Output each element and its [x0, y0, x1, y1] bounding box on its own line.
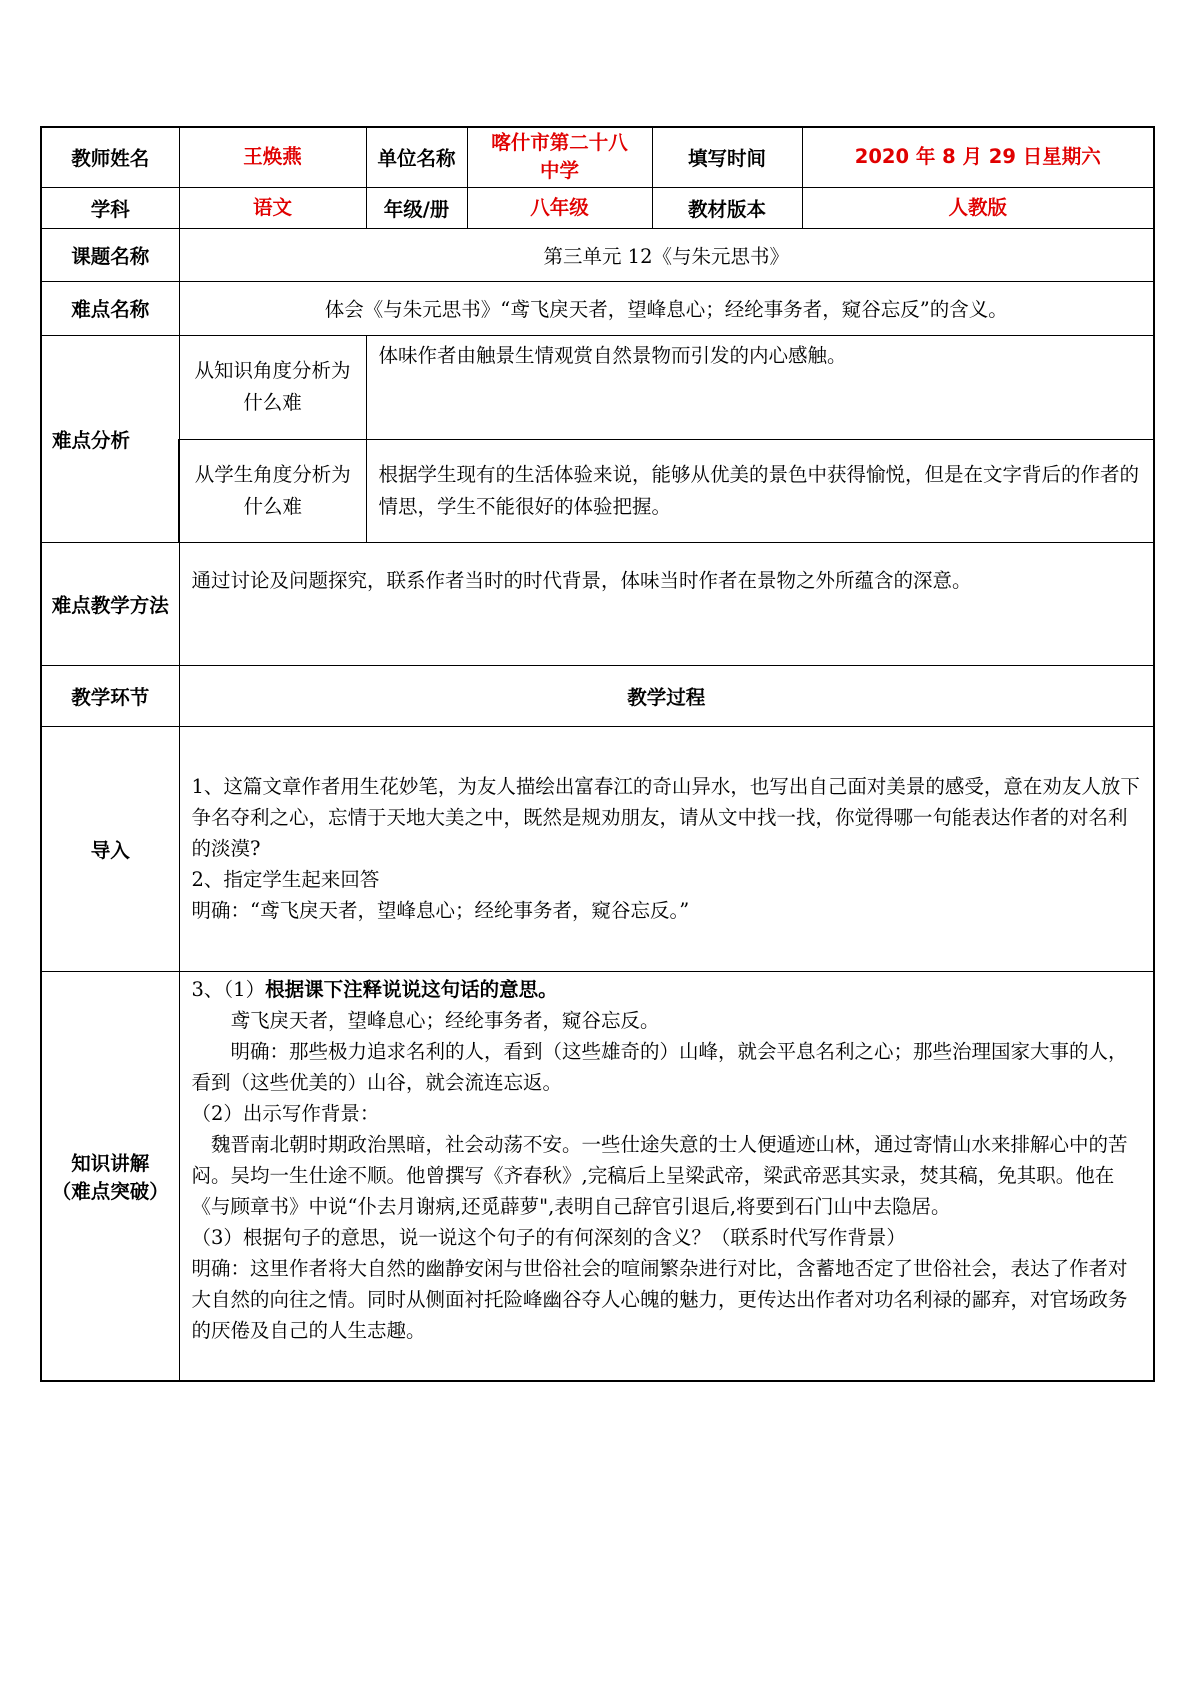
question-1-prefix: 3、（1）	[191, 977, 266, 1001]
question-2: （2）出示写作背景：	[191, 1101, 380, 1125]
knowledge-angle-label: 从知识角度分析为什么难	[179, 335, 366, 439]
topic-value: 第三单元 12《与朱元思书》	[179, 228, 1154, 281]
question-2-text: 魏晋南北朝时期政治黑暗，社会动荡不安。一些仕途失意的士人便遁迹山林，通过寄情山水来排解心中的苦闷。吴均一生仕途不顺。他曾撰写《齐春秋》,完稿后上呈梁武帝，梁武帝恶其实录，焚其稿，免其职。他在《与顾章书》中说“仆去月谢病,还觅薜萝",表明自己辞官引退后,将要到石门山中去隐居。	[191, 1132, 1128, 1218]
intro-label: 导入	[41, 726, 179, 971]
intro-row	[41, 726, 1154, 971]
topic-label: 课题名称	[41, 228, 179, 281]
method-row	[41, 542, 1154, 665]
question-3: （3）根据句子的意思，说一说这个句子的有何深刻的含义？（联系时代写作背景）	[191, 1225, 906, 1249]
grade-value: 八年级	[467, 187, 652, 228]
lesson-plan-table	[40, 126, 1155, 1382]
knowledge-row	[41, 971, 1154, 1381]
process-title: 教学过程	[179, 665, 1154, 726]
method-label: 难点教学方法	[41, 542, 179, 665]
teacher-label: 教师姓名	[41, 127, 179, 187]
knowledge-content	[179, 971, 1154, 1381]
question-1-title: 根据课下注释说说这句话的意思。	[265, 977, 558, 1001]
subject-value: 语文	[179, 187, 366, 228]
knowledge-label-line-1: 知识讲解	[71, 1151, 150, 1175]
knowledge-label	[41, 971, 179, 1381]
process-stage-label: 教学环节	[41, 665, 179, 726]
process-header-row	[41, 665, 1154, 726]
time-label: 填写时间	[652, 127, 802, 187]
analysis-label: 难点分析	[41, 335, 179, 542]
student-angle-label: 从学生角度分析为什么难	[179, 439, 366, 542]
grade-label: 年级/册	[366, 187, 467, 228]
question-3-answer: 明确：这里作者将大自然的幽静安闲与世俗社会的喧闹繁杂进行对比，含蓄地否定了世俗社会，表达了作者对大自然的向往之情。同时从侧面衬托险峰幽谷夺人心魄的魅力，更传达出作者对功名利禄的鄙弃，对官场政务的厌倦及自己的人生志趣。	[191, 1256, 1128, 1342]
analysis-row-student	[41, 439, 1154, 542]
edition-value: 人教版	[802, 187, 1154, 228]
subject-label: 学科	[41, 187, 179, 228]
header-row-1	[41, 127, 1154, 187]
unit-value: 喀什市第二十八中学	[467, 127, 652, 187]
analysis-row-knowledge	[41, 335, 1154, 439]
teacher-value: 王焕燕	[179, 127, 366, 187]
edition-label: 教材版本	[652, 187, 802, 228]
difficulty-label: 难点名称	[41, 281, 179, 335]
method-value: 通过讨论及问题探究，联系作者当时的时代背景，体味当时作者在景物之外所蕴含的深意。	[179, 542, 1154, 665]
knowledge-angle-value: 体味作者由触景生情观赏自然景物而引发的内心感触。	[366, 335, 1154, 439]
topic-row	[41, 228, 1154, 281]
intro-content	[179, 726, 1154, 971]
difficulty-row	[41, 281, 1154, 335]
knowledge-label-line-2: （难点突破）	[51, 1179, 169, 1203]
header-row-2	[41, 187, 1154, 228]
time-value: 2020 年 8 月 29 日星期六	[802, 127, 1154, 187]
question-1-quote: 鸢飞戾天者，望峰息心；经纶事务者，窥谷忘反。	[230, 1008, 660, 1032]
question-1-answer: 明确：那些极力追求名利的人，看到（这些雄奇的）山峰，就会平息名利之心；那些治理国家大事的人，看到（这些优美的）山谷，就会流连忘返。	[191, 1039, 1128, 1094]
unit-label: 单位名称	[366, 127, 467, 187]
intro-paragraph-3: 明确：“鸢飞戾天者，望峰息心；经纶事务者，窥谷忘反。”	[191, 899, 690, 922]
difficulty-value: 体会《与朱元思书》“鸢飞戾天者，望峰息心；经纶事务者，窥谷忘反”的含义。	[179, 281, 1154, 335]
intro-paragraph-2: 2、指定学生起来回答	[191, 868, 380, 891]
student-angle-value: 根据学生现有的生活体验来说，能够从优美的景色中获得愉悦，但是在文字背后的作者的情思，学生不能很好的体验把握。	[366, 439, 1154, 542]
question-1	[192, 974, 1142, 1005]
intro-paragraph-1: 1、这篇文章作者用生花妙笔，为友人描绘出富春江的奇山异水，也写出自己面对美景的感受，意在劝友人放下争名夺利之心，忘情于天地大美之中，既然是规劝朋友，请从文中找一找，你觉得哪一句能表达作者的对名利的淡漠?	[191, 775, 1140, 860]
